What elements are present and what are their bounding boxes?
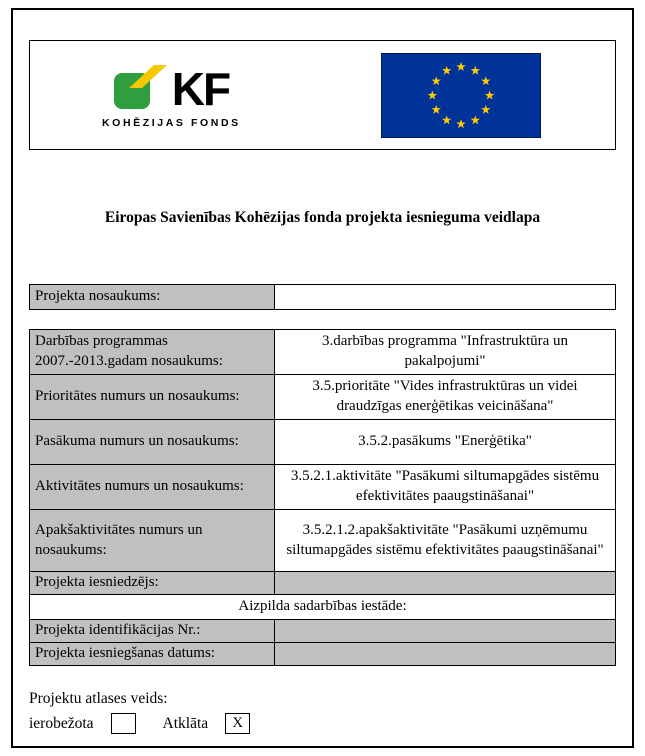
eu-flag-icon bbox=[381, 53, 541, 138]
priority-label: Prioritātes numurs un nosaukums: bbox=[30, 375, 275, 420]
applicant-value-field[interactable] bbox=[275, 572, 616, 595]
table-row bbox=[30, 465, 616, 510]
subactivity-label: Apakšaktivitātes numurs un nosaukums: bbox=[30, 510, 275, 572]
kf-logo-text: KF bbox=[171, 63, 230, 116]
project-id-value-field[interactable] bbox=[275, 620, 616, 643]
project-id-label: Projekta identifikācijas Nr.: bbox=[30, 620, 275, 643]
cooperation-section-header: Aizpilda sadarbības iestāde: bbox=[30, 595, 616, 620]
activity-value: 3.5.2.1.aktivitāte "Pasākumi siltumapgādes sistēmu efektivitātes paaugstināšanai" bbox=[275, 465, 616, 510]
table-row bbox=[30, 572, 616, 595]
table-row bbox=[30, 620, 616, 643]
activity-label: Aktivitātes numurs un nosaukums: bbox=[30, 465, 275, 510]
table-row bbox=[30, 420, 616, 465]
kf-logo-icon bbox=[114, 62, 170, 110]
option-atklata-label: Atklāta bbox=[162, 714, 209, 732]
programme-table bbox=[29, 329, 616, 666]
programme-value: 3.darbības programma "Infrastruktūra un pakalpojumi" bbox=[275, 330, 616, 375]
project-name-value-field[interactable] bbox=[275, 285, 616, 310]
selection-section bbox=[29, 690, 616, 734]
logo-header bbox=[29, 40, 616, 150]
table-row bbox=[30, 643, 616, 666]
applicant-label: Projekta iesniedzējs: bbox=[30, 572, 275, 595]
table-row bbox=[30, 375, 616, 420]
table-row bbox=[30, 595, 616, 620]
submission-date-value-field[interactable] bbox=[275, 643, 616, 666]
measure-label: Pasākuma numurs un nosaukums: bbox=[30, 420, 275, 465]
selection-label: Projektu atlases veids: bbox=[29, 690, 168, 708]
programme-label: Darbības programmas 2007.-2013.gadam nosaukums: bbox=[30, 330, 275, 375]
table-row bbox=[30, 285, 616, 310]
selection-options bbox=[29, 713, 616, 734]
submission-date-label: Projekta iesniegšanas datums: bbox=[30, 643, 275, 666]
project-name-label: Projekta nosaukums: bbox=[30, 285, 275, 310]
kf-logo bbox=[102, 62, 241, 129]
table-row bbox=[30, 510, 616, 572]
page-frame bbox=[11, 8, 634, 748]
form-title: Eiropas Savienības Kohēzijas fonda projekta iesnieguma veidlapa bbox=[104, 209, 541, 226]
subactivity-value: 3.5.2.1.2.apakšaktivitāte "Pasākumi uzņēmumu siltumapgādes sistēmu efektivitātes paaugstināšanai" bbox=[275, 510, 616, 572]
option-ierobezota-checkbox[interactable] bbox=[111, 713, 136, 734]
option-ierobezota-label: ierobežota bbox=[29, 714, 94, 732]
priority-value: 3.5.prioritāte "Vides infrastruktūras un videi draudzīgas enerģētikas veicināšana" bbox=[275, 375, 616, 420]
table-row bbox=[30, 330, 616, 375]
option-atklata-checkbox[interactable]: X bbox=[225, 713, 250, 734]
project-name-table bbox=[29, 284, 616, 310]
kf-logo-subtitle: KOHĒZIJAS FONDS bbox=[102, 116, 241, 129]
measure-value: 3.5.2.pasākums "Enerģētika" bbox=[275, 420, 616, 465]
